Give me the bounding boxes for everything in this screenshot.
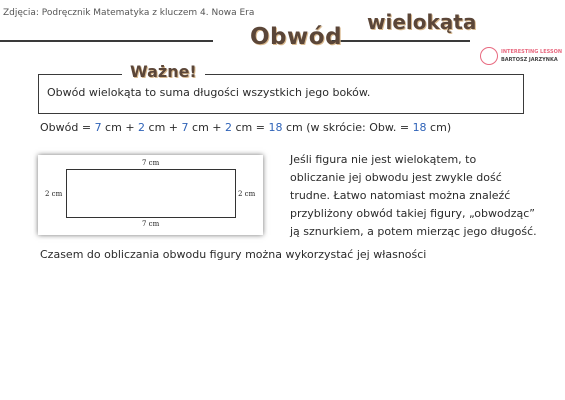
logo-line1: INTERESTING LESSON (501, 49, 563, 55)
paragraph-line: ją sznurkiem, a potem mierząc jego długość. (290, 225, 537, 238)
formula-prefix: Obwód = (40, 121, 95, 134)
source-caption: Zdjęcia: Podręcznik Matematyka z kluczem 4. Nowa Era (3, 8, 255, 18)
important-label: Ważne! (122, 62, 205, 81)
logo-badge-icon (480, 47, 498, 65)
formula-unit3: cm + (188, 121, 226, 134)
formula-b: 2 (138, 121, 146, 134)
formula-unit1: cm + (101, 121, 139, 134)
rectangle-figure (38, 155, 263, 235)
formula-unit6: cm) (426, 121, 452, 134)
rectangle-shape (66, 169, 236, 218)
page-title-word1: Obwód (250, 24, 343, 50)
formula-c: 7 (181, 121, 189, 134)
header-divider-left (0, 40, 213, 42)
formula-line (40, 121, 451, 134)
dimension-right: 2 cm (238, 190, 256, 198)
logo-line2: BARTOSZ JARZYNKA (501, 57, 558, 63)
logo (480, 46, 564, 68)
formula-a: 7 (94, 121, 102, 134)
formula-unit4: cm = (232, 121, 269, 134)
paragraph-line: przybliżony obwód takiej figury, „obwodząc” (290, 207, 535, 220)
dimension-bottom: 7 cm (142, 220, 160, 228)
dimension-left: 2 cm (45, 190, 63, 198)
paragraph-line: trudne. Łatwo natomiast można znaleźć (290, 189, 511, 202)
explanation-paragraph (290, 151, 540, 241)
formula-result: 18 (268, 121, 283, 134)
definition-text: Obwód wielokąta to suma długości wszystkich jego boków. (47, 86, 371, 99)
formula-unit5: cm (w skrócie: Obw. = (282, 121, 413, 134)
paragraph-line: Jeśli figura nie jest wielokątem, to (290, 153, 477, 166)
formula-unit2: cm + (145, 121, 182, 134)
dimension-top: 7 cm (142, 159, 160, 167)
closing-sentence: Czasem do obliczania obwodu figury można wykorzystać jej własności (40, 248, 427, 261)
formula-result2: 18 (412, 121, 427, 134)
paragraph-line: obliczanie jej obwodu jest zwykle dość (290, 171, 502, 184)
page-title-word2: wielokąta (367, 10, 477, 34)
formula-d: 2 (225, 121, 233, 134)
header-divider-right (330, 40, 470, 42)
